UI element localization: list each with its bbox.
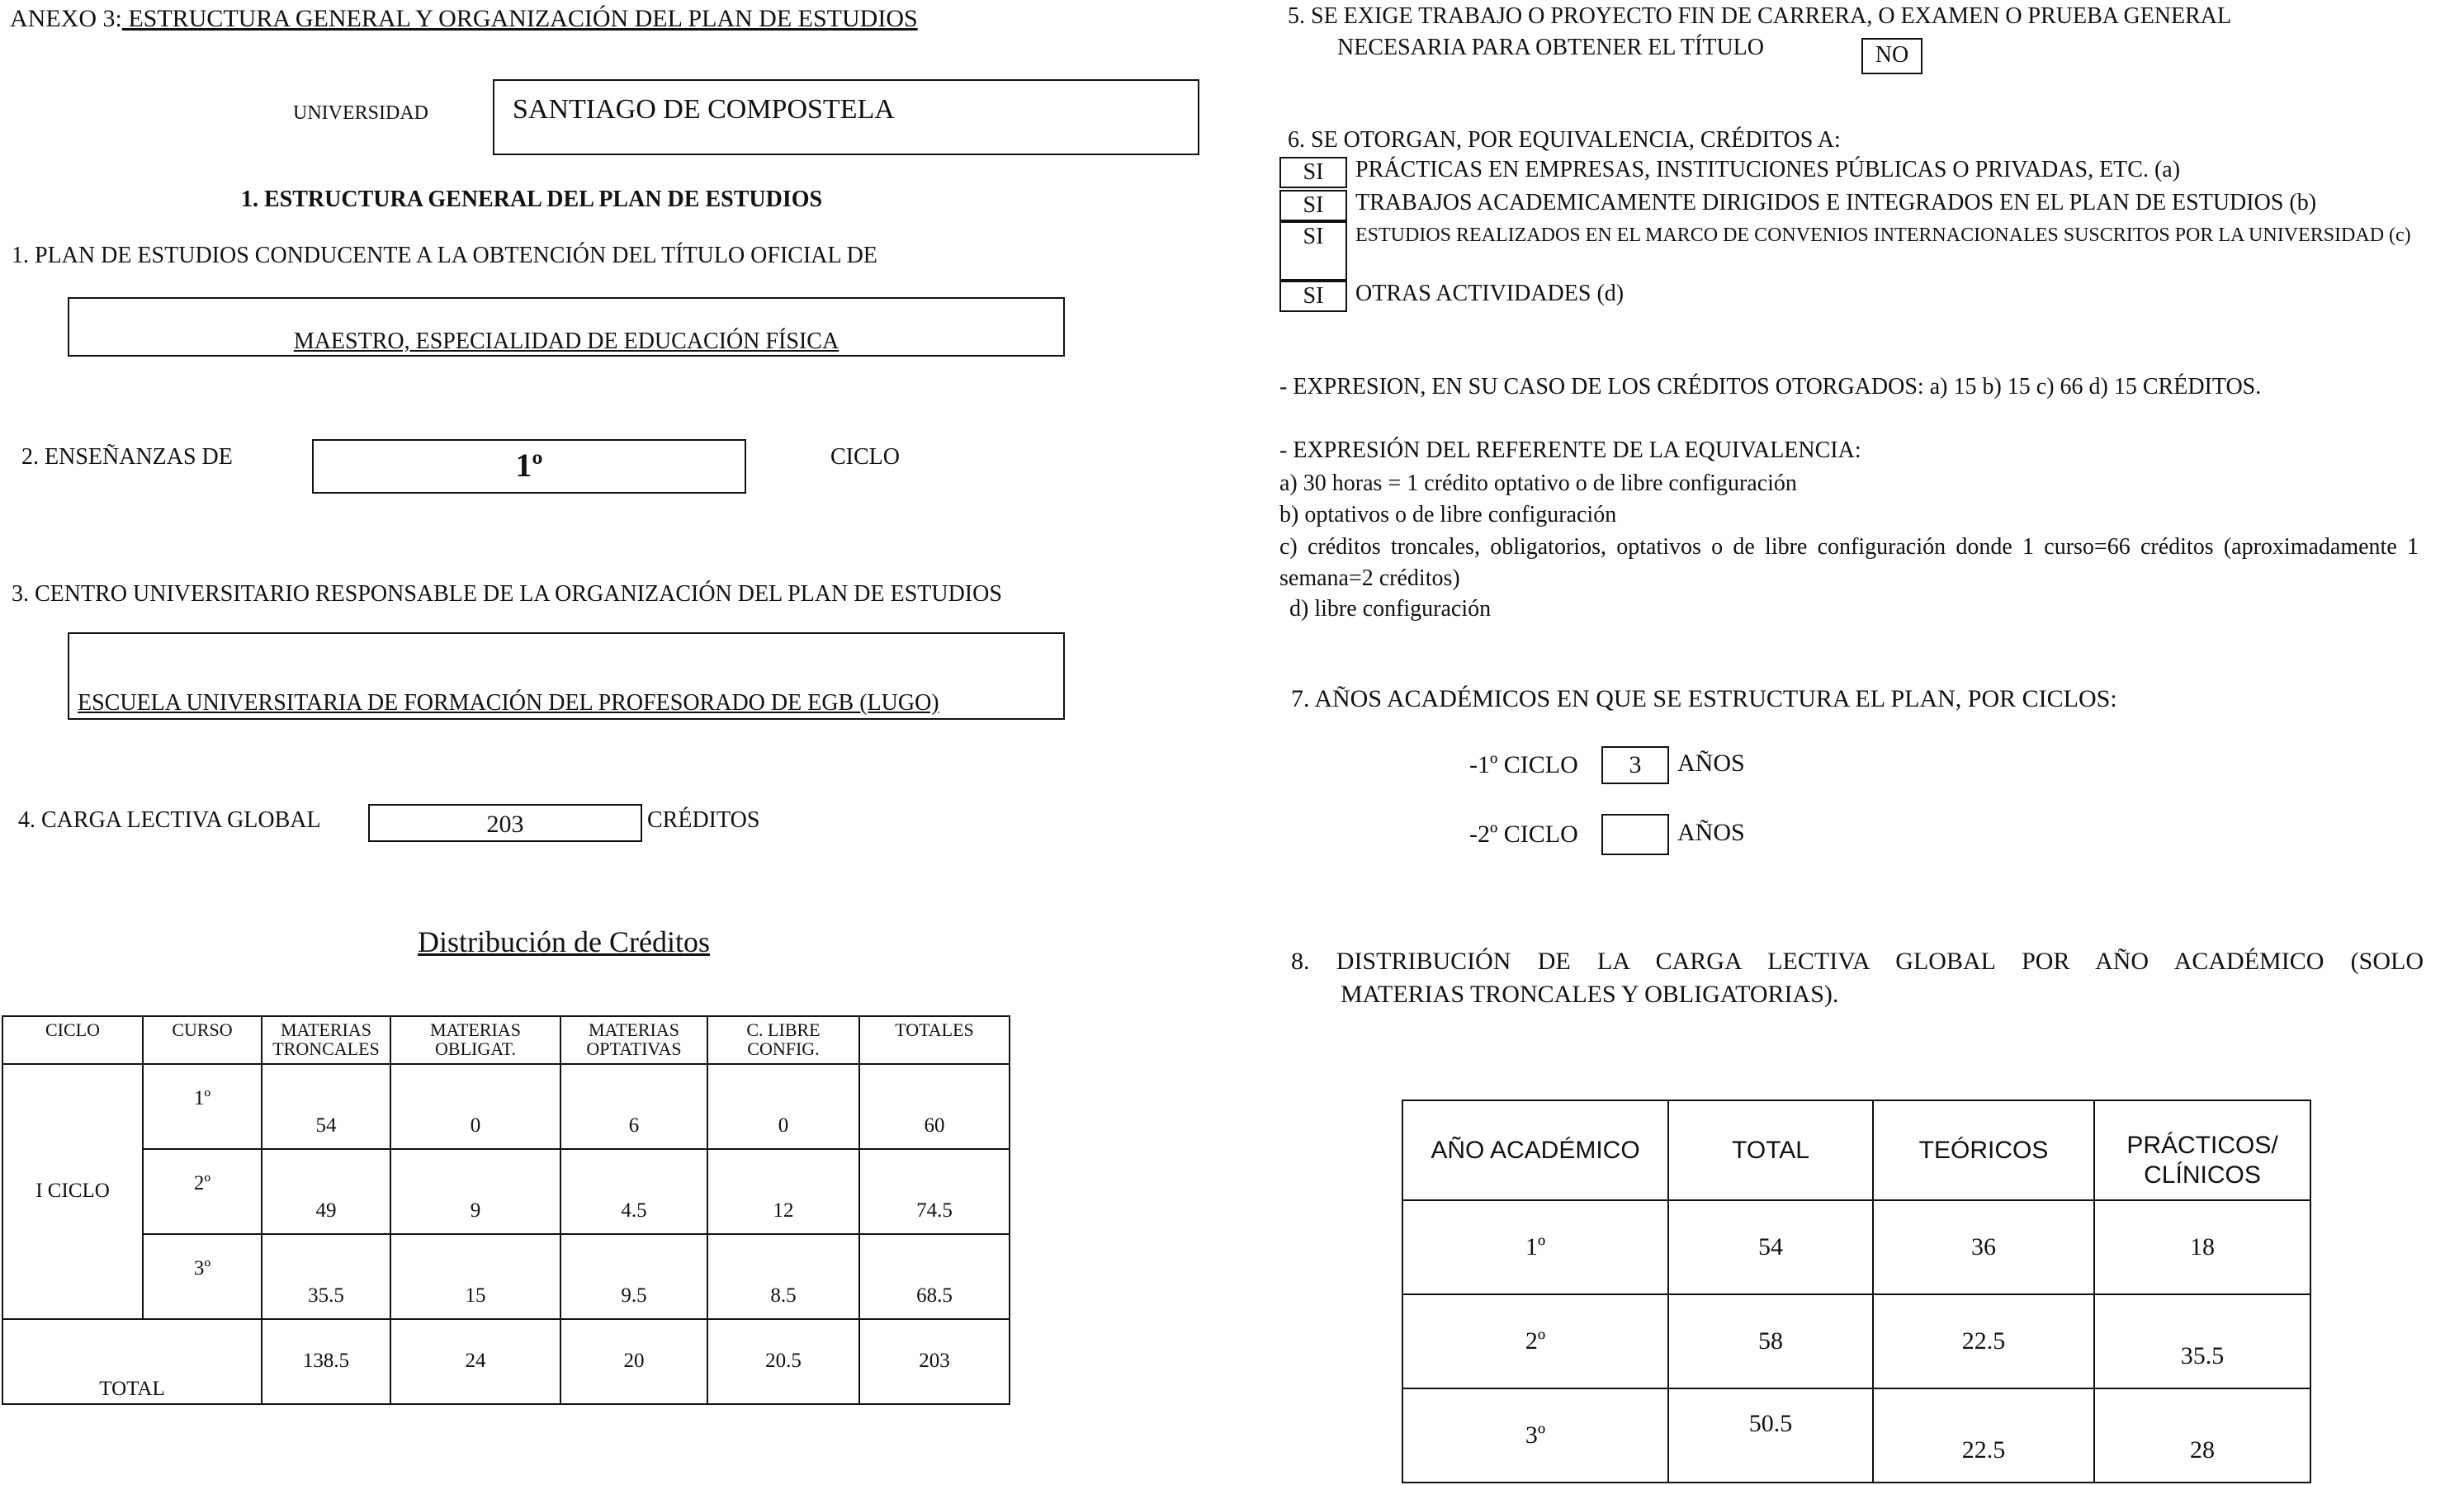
item4-suffix: CRÉDITOS [647, 807, 760, 833]
equivalence-referent-heading: - EXPRESIÓN DEL REFERENTE DE LA EQUIVALENCIA: [1279, 437, 1861, 463]
final-project-value: NO [1861, 38, 1922, 74]
equivalence-value-b: SI [1279, 190, 1347, 221]
total-label-cell: TOTAL [2, 1319, 262, 1404]
referent-c: c) créditos troncales, obligatorios, optativos o de libre configuración donde 1 curso=66 créditos (aproximadamente 1 semana=2 créditos) [1279, 534, 2419, 591]
libre-cell: 8.5 [707, 1234, 859, 1319]
practical-cell: 18 [2094, 1200, 2310, 1294]
troncales-cell: 49 [262, 1149, 390, 1234]
equivalence-text-c: ESTUDIOS REALIZADOS EN EL MARCO DE CONVENIOS INTERNACIONALES SUSCRITOS POR LA UNIVERSIDAD (c) [1355, 225, 2411, 246]
curso-cell: 1º [143, 1064, 262, 1149]
optativas-cell: 4.5 [560, 1149, 707, 1234]
total-cell: 54 [1668, 1200, 1873, 1294]
theoretical-cell: 36 [1873, 1200, 2094, 1294]
total-cell: 58 [1668, 1294, 1873, 1388]
section5-line2: NECESARIA PARA OBTENER EL TÍTULO [1337, 35, 1764, 60]
center-field [68, 632, 1065, 720]
university-label: UNIVERSIDAD [293, 102, 428, 124]
table-header-row [1402, 1100, 2310, 1200]
referent-b: b) optativos o de libre configuración [1279, 502, 1617, 527]
credit-distribution-table [2, 1015, 1010, 1405]
item3-label: 3. CENTRO UNIVERSITARIO RESPONSABLE DE LA ORGANIZACIÓN DEL PLAN DE ESTUDIOS [12, 581, 1002, 607]
equivalence-value-c: SI [1279, 221, 1347, 281]
totales-cell: 68.5 [859, 1234, 1010, 1319]
header-curso: CURSO [143, 1016, 262, 1064]
degree-title-value: MAESTRO, ESPECIALIDAD DE EDUCACIÓN FÍSICA [293, 329, 839, 354]
equivalence-value-d: SI [1279, 281, 1347, 312]
university-value: SANTIAGO DE COMPOSTELA [513, 94, 895, 125]
referent-d: d) libre configuración [1289, 596, 1492, 622]
troncales-cell: 54 [262, 1064, 390, 1149]
table-total-row [2, 1319, 1010, 1404]
item2-suffix: CICLO [830, 444, 900, 470]
year-cell: 3º [1402, 1388, 1668, 1483]
table-row [2, 1149, 1010, 1234]
ciclo-cell: I CICLO [2, 1064, 143, 1319]
header-totales: TOTALES [859, 1016, 1010, 1064]
table-row [1402, 1388, 2310, 1483]
header-theoretical: TEÓRICOS [1873, 1100, 2094, 1200]
optativas-cell: 6 [560, 1064, 707, 1149]
practical-cell: 28 [2094, 1388, 2310, 1483]
totales-cell: 60 [859, 1064, 1010, 1149]
year-cell: 2º [1402, 1294, 1668, 1388]
equivalence-value-a: SI [1279, 157, 1347, 188]
optativas-cell: 9.5 [560, 1234, 707, 1319]
theoretical-cell: 22.5 [1873, 1294, 2094, 1388]
annex-title [10, 3, 918, 35]
degree-title-field [68, 297, 1065, 357]
cycle1-years-field: 3 [1601, 746, 1669, 784]
university-field [493, 79, 1199, 155]
obligat-cell: 15 [390, 1234, 560, 1319]
cycle-field [312, 439, 746, 494]
global-load-value: 203 [486, 811, 524, 838]
cycle1-label: -1º CICLO [1469, 751, 1578, 778]
annex-title-text: ESTRUCTURA GENERAL Y ORGANIZACIÓN DEL PLAN DE ESTUDIOS [121, 5, 918, 32]
section7-heading: 7. AÑOS ACADÉMICOS EN QUE SE ESTRUCTURA EL PLAN, POR CICLOS: [1291, 685, 2117, 712]
libre-cell: 12 [707, 1149, 859, 1234]
section1-heading: 1. ESTRUCTURA GENERAL DEL PLAN DE ESTUDIOS [241, 187, 823, 212]
cycle1-years-suffix: AÑOS [1677, 750, 1745, 777]
total-optativas-cell: 20 [560, 1319, 707, 1404]
table-row [1402, 1200, 2310, 1294]
item1-label: 1. PLAN DE ESTUDIOS CONDUCENTE A LA OBTENCIÓN DEL TÍTULO OFICIAL DE [12, 243, 877, 268]
practical-cell: 35.5 [2094, 1294, 2310, 1388]
header-ciclo: CICLO [2, 1016, 143, 1064]
global-load-field [368, 804, 642, 842]
section5-line1: 5. SE EXIGE TRABAJO O PROYECTO FIN DE CARRERA, O EXAMEN O PRUEBA GENERAL [1288, 3, 2232, 29]
obligat-cell: 9 [390, 1149, 560, 1234]
troncales-cell: 35.5 [262, 1234, 390, 1319]
total-obligat-cell: 24 [390, 1319, 560, 1404]
equivalence-text-b: TRABAJOS ACADEMICAMENTE DIRIGIDOS E INTEGRADOS EN EL PLAN DE ESTUDIOS (b) [1355, 190, 2317, 215]
header-practical: PRÁCTICOS/ CLÍNICOS [2094, 1100, 2310, 1200]
table-header-row [2, 1016, 1010, 1064]
total-troncales-cell: 138.5 [262, 1319, 390, 1404]
table-row [2, 1064, 1010, 1149]
curso-cell: 2º [143, 1149, 262, 1234]
section8-line1: 8. DISTRIBUCIÓN DE LA CARGA LECTIVA GLOBAL POR AÑO ACADÉMICO (SOLO [1291, 948, 2424, 975]
header-troncales: MATERIAS TRONCALES [262, 1016, 390, 1064]
cycle-value: 1º [515, 447, 543, 484]
curso-cell: 3º [143, 1234, 262, 1319]
item2-label: 2. ENSEÑANZAS DE [21, 444, 233, 470]
distribution-title: Distribución de Créditos [418, 925, 710, 958]
obligat-cell: 0 [390, 1064, 560, 1149]
header-academic-year: AÑO ACADÉMICO [1402, 1100, 1668, 1200]
table-row [2, 1234, 1010, 1319]
total-cell: 50.5 [1668, 1388, 1873, 1483]
referent-a: a) 30 horas = 1 crédito optativo o de libre configuración [1279, 471, 1797, 496]
header-optativas: MATERIAS OPTATIVAS [560, 1016, 707, 1064]
year-cell: 1º [1402, 1200, 1668, 1294]
item4-label: 4. CARGA LECTIVA GLOBAL [18, 807, 321, 833]
totales-cell: 74.5 [859, 1149, 1010, 1234]
cycle2-label: -2º CICLO [1469, 821, 1578, 848]
academic-year-load-table [1402, 1100, 2311, 1483]
header-total: TOTAL [1668, 1100, 1873, 1200]
total-totales-cell: 203 [859, 1319, 1010, 1404]
equivalence-text-a: PRÁCTICAS EN EMPRESAS, INSTITUCIONES PÚBLICAS O PRIVADAS, ETC. (a) [1355, 157, 2181, 182]
section8-line2: MATERIAS TRONCALES Y OBLIGATORIAS). [1341, 981, 1839, 1008]
cycle2-years-field [1601, 814, 1669, 855]
section6-heading: 6. SE OTORGAN, POR EQUIVALENCIA, CRÉDITOS A: [1288, 127, 1841, 153]
table-row [1402, 1294, 2310, 1388]
equivalence-text-d: OTRAS ACTIVIDADES (d) [1355, 281, 1625, 306]
header-libre: C. LIBRE CONFIG. [707, 1016, 859, 1064]
total-libre-cell: 20.5 [707, 1319, 859, 1404]
header-obligat: MATERIAS OBLIGAT. [390, 1016, 560, 1064]
center-value: ESCUELA UNIVERSITARIA DE FORMACIÓN DEL PROFESORADO DE EGB (LUGO) [78, 690, 939, 716]
credits-expression: - EXPRESION, EN SU CASO DE LOS CRÉDITOS OTORGADOS: a) 15 b) 15 c) 66 d) 15 CRÉDITOS. [1279, 374, 2262, 400]
annex-prefix: ANEXO 3: [10, 5, 122, 32]
theoretical-cell: 22.5 [1873, 1388, 2094, 1483]
cycle2-years-suffix: AÑOS [1677, 819, 1745, 846]
libre-cell: 0 [707, 1064, 859, 1149]
